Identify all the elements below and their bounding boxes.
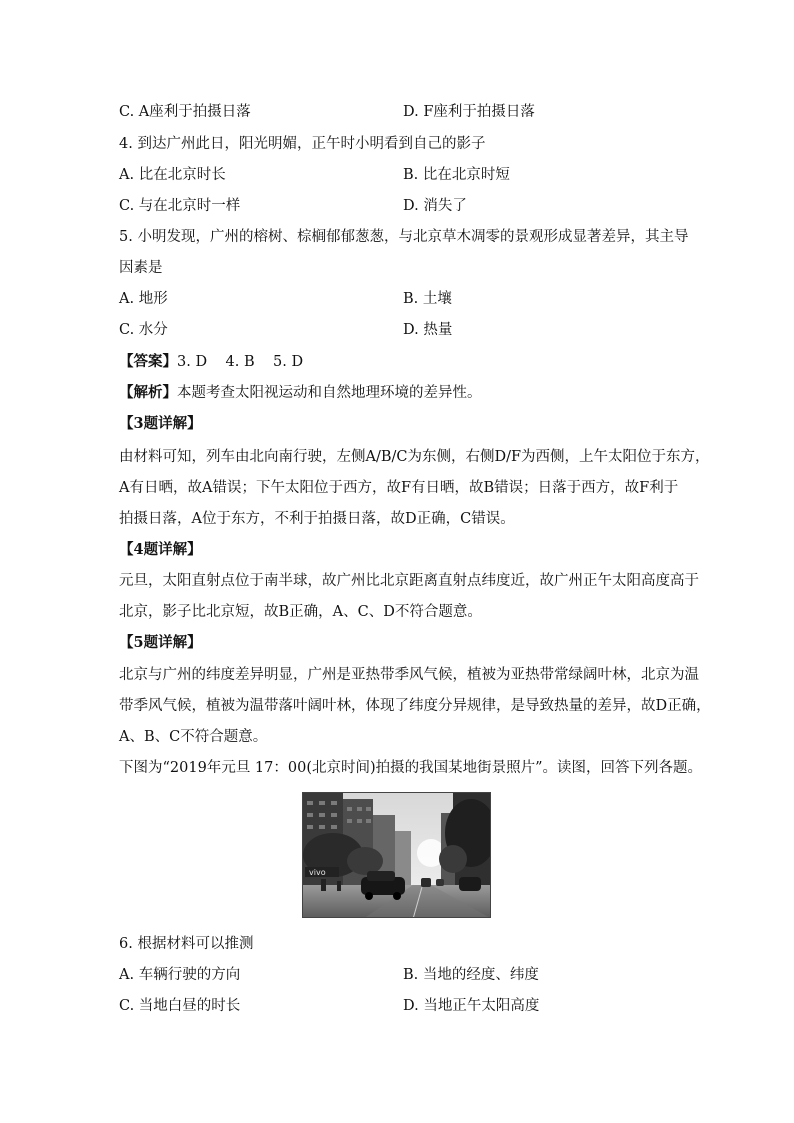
- q4-option-a: A. 比在北京时长: [119, 167, 226, 183]
- detail5-line1: 北京与广州的纬度差异明显，广州是亚热带季风气候，植被为亚热带常绿阔叶林，北京为温: [119, 667, 699, 683]
- detail5-line3: A、B、C不符合题意。: [119, 729, 268, 745]
- detail3-heading: 【3题详解】: [119, 415, 202, 432]
- q3-option-c: C. A座利于拍摄日落: [119, 104, 251, 120]
- shop-sign-text: vivo: [309, 868, 326, 877]
- answer-line: [119, 352, 303, 372]
- detail3-line2: A有日晒，故A错误；下午太阳位于西方，故F有日晒，故B错误；日落于西方，故F利于: [119, 480, 679, 496]
- detail3-line3: 拍摄日落，A位于东方，不利于拍摄日落，故D正确，C错误。: [119, 511, 515, 527]
- q5-stem-line1: 5. 小明发现，广州的榕树、棕榈郁郁葱葱，与北京草木凋零的景观形成显著差异，其主导: [119, 229, 689, 245]
- street-photo: [302, 792, 491, 918]
- detail4-line1: 元旦，太阳直射点位于南半球，故广州比北京距离直射点纬度近，故广州正午太阳高度高于: [119, 573, 699, 589]
- q6-option-c: C. 当地白昼的时长: [119, 998, 241, 1014]
- q5-option-d: D. 热量: [403, 322, 453, 338]
- detail5-heading: 【5题详解】: [119, 634, 202, 651]
- photo-intro: 下图为“2019年元旦 17：00(北京时间)拍摄的我国某地街景照片”。读图，回答下列各题。: [119, 760, 703, 776]
- q4-option-c: C. 与在北京时一样: [119, 198, 241, 214]
- q6-option-a: A. 车辆行驶的方向: [119, 967, 241, 983]
- q4-option-d: D. 消失了: [403, 198, 467, 214]
- q5-option-c: C. 水分: [119, 322, 168, 338]
- q6-stem: 6. 根据材料可以推测: [119, 936, 254, 952]
- q3-option-d: D. F座利于拍摄日落: [403, 104, 535, 120]
- answer-text: 3. D 4. B 5. D: [177, 354, 304, 370]
- q6-option-d: D. 当地正午太阳高度: [403, 998, 540, 1014]
- q6-option-b: B. 当地的经度、纬度: [403, 967, 539, 983]
- q5-option-b: B. 土壤: [403, 291, 452, 307]
- detail5-line2: 带季风气候，植被为温带落叶阔叶林，体现了纬度分异规律，是导致热量的差异，故D正确，: [119, 698, 711, 714]
- analysis-text: 本题考查太阳视运动和自然地理环境的差异性。: [177, 385, 482, 401]
- q4-option-b: B. 比在北京时短: [403, 167, 510, 183]
- detail4-line2: 北京，影子比北京短，故B正确，A、C、D不符合题意。: [119, 604, 482, 620]
- q5-option-a: A. 地形: [119, 291, 168, 307]
- q4-stem: 4. 到达广州此日，阳光明媚，正午时小明看到自己的影子: [119, 136, 486, 152]
- analysis-label: 【解析】: [119, 384, 177, 401]
- q5-stem-line2: 因素是: [119, 260, 163, 276]
- analysis-line: [119, 383, 482, 403]
- detail3-line1: 由材料可知，列车由北向南行驶，左侧A/B/C为东侧，右侧D/F为西侧，上午太阳位于东方，: [119, 449, 710, 465]
- answer-label: 【答案】: [119, 353, 177, 370]
- detail4-heading: 【4题详解】: [119, 541, 202, 558]
